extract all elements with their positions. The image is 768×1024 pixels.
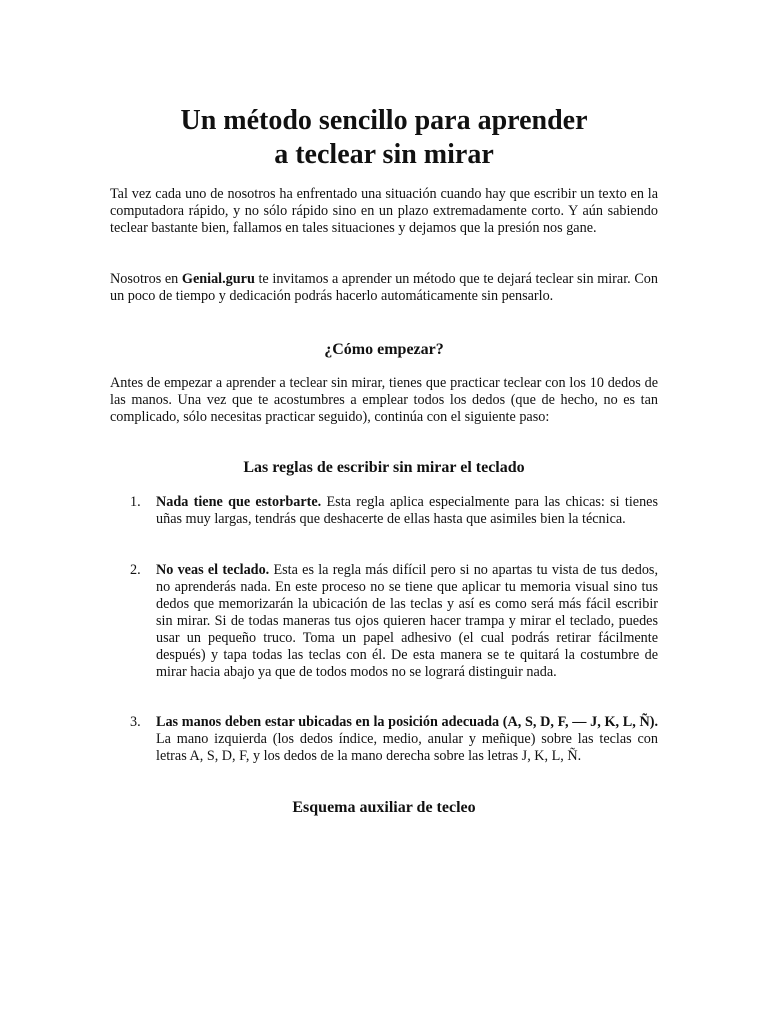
invite-text-after: te invitamos a aprender un método que te dejará teclear sin mirar. Con un poco de tiempo y dedicación podrás hacerlo automáticamente sin pensarlo.: [110, 271, 658, 304]
list-item-bold: Las manos deben estar ubicadas en la posición adecuada (A, S, D, F, — J, K, L, Ñ).: [156, 714, 658, 730]
list-item: [130, 562, 658, 681]
start-paragraph: Antes de empezar a aprender a teclear sin mirar, tienes que practicar teclear con los 10 dedos de las manos. Una vez que te acostumbres a emplear todos los dedos (que de hecho, no es tan complicado, sólo necesitas practicar seguido), continúa con el siguiente paso:: [110, 375, 658, 425]
list-item-bold: No veas el teclado.: [156, 562, 270, 578]
list-item-body: [156, 562, 658, 681]
invite-text-before: Nosotros en: [110, 271, 182, 287]
list-item: [130, 494, 658, 528]
list-item-number: 3.: [130, 714, 141, 730]
title-line-2: a teclear sin mirar: [274, 139, 494, 170]
list-item-text: Esta es la regla más difícil pero si no apartas tu vista de tus dedos, no aprenderás nada. En este proceso no se tiene que aplicar tu memoria visual sino tus dedos que memorizarán la ubicación de las teclas y así es como será más fácil escribir sin mirar. Si de todas maneras tus ojos quieren hacer trampa y mirar el teclado, puedes usar un pequeño truco. Toma un papel adhesivo (el cual podrás retirar fácilmente después) y tapa todas las teclas con él. De esta manera se te quitará la costumbre de mirar hacia abajo ya que de todos modos no se logrará distinguir nada.: [156, 562, 658, 680]
intro-paragraph: Tal vez cada uno de nosotros ha enfrentado una situación cuando hay que escribir un texto en la computadora rápido, y no sólo rápido sino en un plazo extremadamente corto. Y aún sabiendo teclear bastante bien, fallamos en tales situaciones y dejamos que la presión nos gane.: [110, 186, 658, 236]
list-item: [130, 714, 658, 765]
heading-scheme: Esquema auxiliar de tecleo: [292, 799, 476, 816]
list-item-number: 2.: [130, 562, 141, 578]
list-item-text: Esta regla aplica especialmente para las chicas: si tienes uñas muy largas, tendrás que deshacerte de ellas hasta que asimiles bien la técnica.: [156, 494, 658, 527]
heading-how-to-start: ¿Cómo empezar?: [324, 341, 444, 358]
title-line-1: Un método sencillo para aprender: [180, 105, 588, 136]
list-item-number: 1.: [130, 494, 141, 510]
document-title: [0, 104, 768, 172]
list-item-body: [156, 714, 658, 765]
heading-rules: Las reglas de escribir sin mirar el teclado: [243, 459, 525, 476]
list-item-text: La mano izquierda (los dedos índice, medio, anular y meñique) sobre las teclas con letras A, S, D, F, y los dedos de la mano derecha sobre las letras J, K, L, Ñ.: [156, 731, 658, 764]
brand-name: Genial.guru: [181, 271, 255, 287]
list-item-bold: Nada tiene que estorbarte.: [156, 494, 322, 510]
invite-paragraph: [110, 271, 658, 305]
list-item-body: [156, 494, 658, 528]
